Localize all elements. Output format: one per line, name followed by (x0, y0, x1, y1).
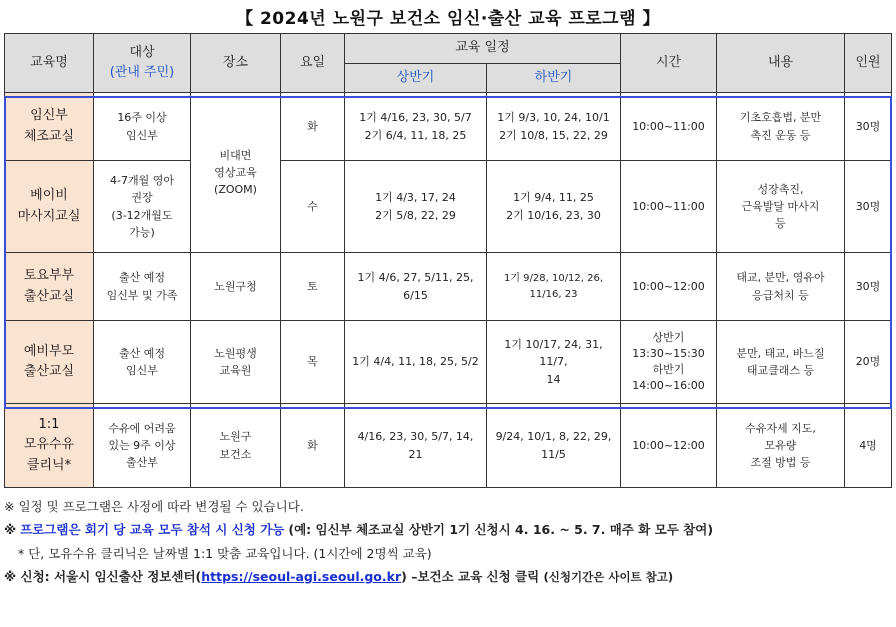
header-name: 교육명 (5, 34, 94, 93)
content-line: 촉진 운동 등 (750, 128, 811, 142)
schedule-line: 21 (408, 447, 423, 461)
first-half-cell (345, 404, 487, 488)
content-cell (717, 321, 845, 404)
program-name-line: 모유수유 (23, 437, 75, 453)
schedule-line: 4/16, 23, 30, 5/7, 14, (357, 430, 474, 444)
header-target-sub: (관내 주민) (109, 65, 175, 80)
table-row (5, 253, 892, 321)
target-line: 수유에 어려움 (108, 421, 176, 435)
program-name-line: 클리닉* (26, 457, 72, 473)
target-cell (94, 404, 191, 488)
note-apply-suffix: (신청기간은 사이트 참고) (543, 570, 674, 585)
note-apply-prefix: ※ 신청: 서울시 임신출산 정보센터( (4, 569, 202, 585)
day-cell: 수 (281, 161, 345, 253)
target-line: 출산 예정 (118, 271, 165, 285)
place-line: 노원평생 (214, 346, 257, 360)
table-row (5, 93, 892, 161)
header-day: 요일 (281, 34, 345, 93)
target-line: (3-12개월도 (111, 208, 173, 222)
time-cell: 10:00~11:00 (621, 93, 717, 161)
place-cell (191, 93, 281, 253)
time-cell: 10:00~11:00 (621, 161, 717, 253)
content-line: 조절 방법 등 (750, 456, 811, 470)
target-line: 임신부 (126, 364, 158, 377)
content-line: 분만, 태교, 바느질 (736, 346, 825, 360)
target-line: 4-7개월 영아 (110, 174, 174, 188)
content-line: 등 (775, 217, 786, 231)
note-mark: ※ (4, 522, 17, 538)
target-line: 16주 이상 (117, 111, 167, 125)
place-line: 보건소 (219, 447, 252, 461)
header-content: 내용 (717, 34, 845, 93)
program-name-line: 예비부모 (23, 343, 75, 359)
header-place: 장소 (191, 34, 281, 93)
schedule-line: 2기 10/8, 15, 22, 29 (499, 128, 608, 142)
first-half-cell: 1기 4/4, 11, 18, 25, 5/2 (345, 321, 487, 404)
first-half-cell (345, 253, 487, 321)
schedule-line: 1기 4/3, 17, 24 (375, 191, 456, 205)
target-line: 임신부 및 가족 (106, 288, 178, 302)
schedule-line: 14 (546, 372, 561, 386)
target-line: 출산부 (126, 456, 158, 470)
schedule-line: 2기 5/8, 22, 29 (375, 208, 456, 222)
notes-section (4, 497, 890, 591)
second-half-cell (487, 404, 621, 488)
program-table (4, 33, 892, 488)
target-line: 가능) (129, 225, 155, 239)
place-line: 노원구 (219, 430, 252, 444)
second-half-cell (487, 161, 621, 253)
capacity-cell: 4명 (845, 404, 892, 488)
program-name (5, 404, 94, 488)
content-cell (717, 404, 845, 488)
content-line: 수유자세 지도, (745, 421, 816, 435)
time-line: 13:30~15:30 (632, 347, 705, 361)
schedule-line: 1기 9/4, 11, 25 (513, 191, 594, 205)
target-cell (94, 321, 191, 404)
place-cell: 노원구청 (191, 253, 281, 321)
day-cell: 토 (281, 253, 345, 321)
time-cell (621, 321, 717, 404)
program-name-line: 토요부부 (23, 268, 75, 284)
target-line: 권장 (131, 191, 153, 205)
place-line: 교육원 (219, 364, 252, 377)
capacity-cell: 20명 (845, 321, 892, 404)
place-cell (191, 321, 281, 404)
program-name-line: 베이비 (30, 188, 68, 204)
program-name (5, 253, 94, 321)
day-cell: 목 (281, 321, 345, 404)
header-target (94, 34, 191, 93)
note-apply-mid: ) –보건소 교육 신청 클릭 (401, 569, 540, 585)
second-half-cell (487, 321, 621, 404)
note-schedule-change: ※ 일정 및 프로그램은 사정에 따라 변경될 수 있습니다. (4, 499, 304, 514)
content-cell (717, 93, 845, 161)
target-cell (94, 93, 191, 161)
note-attendance-example: (예: 임신부 체조교실 상반기 1기 신청시 4. 16. ~ 5. 7. 매주 화 모두 참여) (288, 522, 714, 538)
header-second-half: 하반기 (487, 64, 621, 93)
time-line: 하반기 (652, 363, 685, 376)
target-cell (94, 253, 191, 321)
content-cell (717, 253, 845, 321)
header-capacity: 인원 (845, 34, 892, 93)
program-name-line: 출산교실 (23, 288, 75, 304)
content-line: 성장촉진, (757, 182, 804, 196)
capacity-cell: 30명 (845, 93, 892, 161)
schedule-line: 9/24, 10/1, 8, 22, 29, (495, 430, 612, 444)
schedule-line: 1기 10/17, 24, 31, 11/7, (504, 338, 603, 369)
second-half-cell: 1기 9/28, 10/12, 26, 11/16, 23 (487, 253, 621, 321)
table-row (5, 404, 892, 488)
place-line: (ZOOM) (214, 183, 257, 197)
place-line: 비대면 (219, 148, 252, 162)
time-line: 상반기 (652, 331, 685, 345)
header-schedule: 교육 일정 (345, 34, 621, 64)
schedule-line: 11/5 (541, 447, 566, 461)
apply-site-link[interactable]: https://seoul-agi.seoul.go.kr (201, 569, 402, 585)
note-apply (4, 567, 890, 587)
content-line: 태교클래스 등 (746, 364, 815, 377)
program-name-line: 1:1 (38, 417, 60, 433)
program-name (5, 321, 94, 404)
time-cell: 10:00~12:00 (621, 253, 717, 321)
first-half-cell (345, 93, 487, 161)
day-cell: 화 (281, 93, 345, 161)
time-line: 14:00~16:00 (632, 378, 705, 392)
schedule-line: 6/15 (403, 288, 428, 302)
schedule-line: 2기 6/4, 11, 18, 25 (364, 128, 467, 142)
day-cell: 화 (281, 404, 345, 488)
target-line: 있는 9주 이상 (108, 438, 176, 452)
header-time: 시간 (621, 34, 717, 93)
second-half-cell (487, 93, 621, 161)
schedule-line: 1기 4/16, 23, 30, 5/7 (359, 111, 472, 125)
header-target-label: 대상 (129, 44, 155, 60)
schedule-line: 2기 10/16, 23, 30 (506, 208, 601, 222)
target-cell (94, 161, 191, 253)
program-name-line: 임신부 (30, 108, 68, 124)
note-attendance-highlight: 프로그램은 회기 당 교육 모두 참석 시 신청 가능 (20, 522, 285, 538)
program-name-line: 마사지교실 (17, 208, 81, 224)
time-cell: 10:00~12:00 (621, 404, 717, 488)
content-line: 모유량 (764, 438, 797, 452)
capacity-cell: 30명 (845, 161, 892, 253)
program-name-line: 체조교실 (23, 128, 75, 144)
table-row (5, 321, 892, 404)
program-name (5, 161, 94, 253)
target-line: 임신부 (126, 128, 158, 142)
target-line: 출산 예정 (118, 346, 165, 360)
capacity-cell: 30명 (845, 253, 892, 321)
place-cell (191, 404, 281, 488)
program-name (5, 93, 94, 161)
table-row (5, 161, 892, 253)
page-title: 【 2024년 노원구 보건소 임신·출산 교육 프로그램 】 (236, 9, 660, 29)
note-attendance (4, 520, 890, 539)
header-first-half: 상반기 (345, 64, 487, 93)
note-clinic: * 단, 모유수유 클리닉은 날짜별 1:1 맞춤 교육입니다. (1시간에 2명씩 교육) (18, 545, 432, 561)
content-line: 태교, 분만, 영유아 (736, 271, 825, 285)
content-line: 기초호흡법, 분만 (739, 111, 822, 125)
schedule-line: 1기 4/6, 27, 5/11, 25, (357, 271, 474, 285)
first-half-cell (345, 161, 487, 253)
content-line: 근육발달 마사지 (741, 199, 820, 213)
program-name-line: 출산교실 (23, 364, 75, 379)
place-line: 영상교육 (214, 165, 257, 179)
content-line: 응급처치 등 (752, 288, 809, 302)
schedule-line: 1기 9/3, 10, 24, 10/1 (497, 111, 610, 125)
content-cell (717, 161, 845, 253)
